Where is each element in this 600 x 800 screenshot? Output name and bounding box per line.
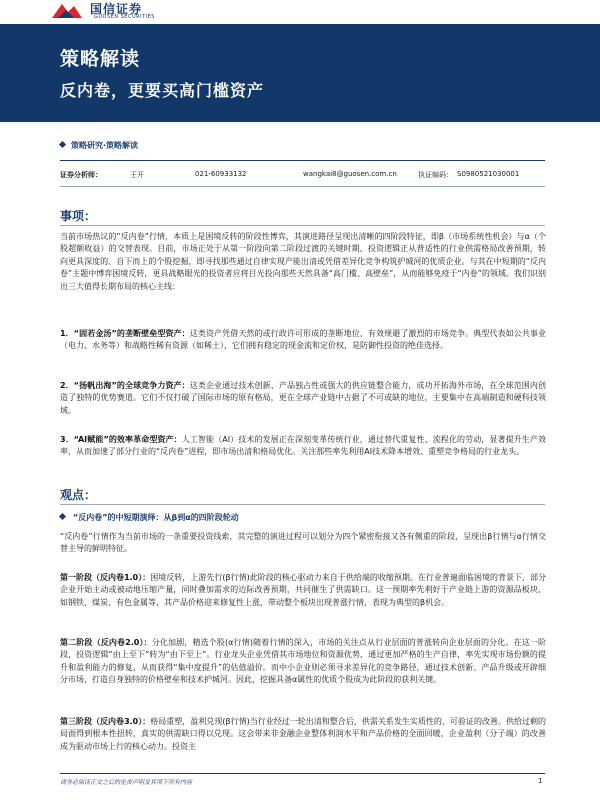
guosen-logo-icon: [52, 2, 82, 18]
views-subheading-text: “反内卷”的中短期演绎：从β到α的四阶段轮动: [73, 513, 239, 522]
theme-item-title: 3．“AI赋能”的效率革命型资产：: [60, 435, 182, 444]
diamond-bullet-icon: [59, 513, 66, 520]
analyst-phone: 021-60933132: [195, 170, 247, 178]
theme-item-text: 这类资产凭借天然的或行政许可形成的垄断地位，有效规避了激烈的市场竞争。典型代表如公共事业（电力、水务等）和战略性稀有资源（如稀土），它们拥有稳定的现金流和定价权，是防御性投资的绝佳选择。: [60, 329, 546, 351]
stage-3: [60, 716, 546, 753]
report-subtitle: 反内卷，更要买高门槛资产: [60, 81, 265, 100]
title-banner: [0, 24, 600, 122]
brand-name-cn: 国信证券: [90, 2, 143, 16]
stage-title: 第一阶段（反内卷1.0）：: [60, 573, 151, 582]
theme-item-3: [60, 434, 546, 459]
report-type-title: 策略解读: [60, 48, 141, 70]
matters-intro: 当前市场热议的“反内卷”行情，本质上是困境反转的阶段性博弈，其演进路径呈现出清晰的四阶段特征，即β（市场系统性机会）与α（个股超额收益）的交替表现。目前，市场正处于从第一阶段向第二阶段过渡的关键时期，投资逻辑正从普适性的行业供需格局改善预期，转向更具深度的、自下而上的个股挖掘，即寻找那些通过自律实现产能出清或凭借差异化竞争构筑护城河的优质企业。与其在中短期的“反内卷”主题中博弈困境反转，更具战略眼光的投资者应将目光投向那些天然具备“高门槛、高壁垒”，从而能够免疫于“内卷”的领域。我们识别出三大值得长期布局的核心主线：: [60, 232, 546, 291]
theme-item-text: 人工智能（AI）技术的发展正在深刻变革传统行业，通过替代重复性、流程化的劳动，显著提升生产效率，从而加速了部分行业的“反内卷”进程，即市场出清和格局优化。关注那些率先利用AI技术降本增效、重塑竞争格局的行业龙头。: [60, 435, 547, 457]
divider: [60, 160, 545, 161]
footer-disclaimer: 请务必阅读正文之后的免责声明及其项下所有内容: [60, 779, 193, 786]
theme-item-1: [60, 328, 546, 353]
report-category: [60, 140, 138, 151]
theme-item-text: 这类企业通过技术创新、产品独占性或强大的供应链整合能力，成功开拓海外市场，在全球范围内创造了独特的优势赛道。它们不仅打破了国际市场的原有格局，更在全球产业链中占据了不可或缺的地位，主要集中在高端制造和硬科技领域。: [60, 381, 546, 415]
brand-name-en: GUOSEN SECURITIES: [94, 14, 155, 20]
analyst-role-label: 证券分析师：: [60, 171, 102, 179]
page-number: 1: [538, 777, 543, 785]
stage-text: 格局重塑，盈利兑现(β行情)当行业经过一轮出清和整合后，供需关系发生实质性的、可验证的改善。供给过剩的局面得到根本性扭转，真实的供需缺口得以兑现。这会带来非金融企业整体利润水平和产品价格的全面回暖，企业盈利（分子端）的改善成为驱动市场上行的核心动力。投资主: [60, 717, 547, 751]
section-views-title: 观点：: [60, 488, 97, 502]
stage-1: [60, 572, 546, 609]
footer-divider: [60, 773, 545, 774]
section-divider: [60, 225, 545, 226]
analyst-name: 王开: [130, 171, 144, 179]
views-intro: “反内卷”行情作为当前市场的一条重要投资线索，其完整的演进过程可以划分为四个紧密衔接又各有侧重的阶段，呈现出β行情与α行情交替主导的鲜明特征。: [60, 532, 546, 554]
stage-text: 困境反转，上游先行(β行情)此阶段的核心驱动力来自于供给端的收缩预期。在行业普遍面临困境的背景下，部分企业开始主动或被动地压缩产量，同时叠加需求的边际改善预期，共同催生了供需缺口。这一预期率先利好于产业链上游的资源品板块，如钢铁、煤炭、有色金属等，其产品价格迎来修复性上涨，带动整个板块出现普涨行情，表现为典型的β机会。: [60, 573, 547, 607]
license-code: S0980521030001: [457, 170, 520, 178]
theme-item-title: 2．“扬帆出海”的全球竞争力资产：: [60, 381, 190, 390]
divider: [60, 186, 545, 187]
theme-item-title: 1．“固若金汤”的垄断壁垒型资产：: [60, 329, 190, 338]
stage-2: [60, 637, 546, 687]
diamond-bullet-icon: [59, 141, 66, 148]
views-subheading: [60, 512, 239, 523]
stage-title: 第三阶段（反内卷3.0）：: [60, 717, 151, 726]
section-matters-title: 事项：: [60, 209, 97, 223]
logo-strip: [0, 0, 600, 24]
category-label: 策略研究·策略解读: [71, 141, 139, 150]
theme-item-2: [60, 380, 546, 417]
analyst-email[interactable]: wangkai8@guosen.com.cn: [303, 170, 397, 178]
stage-title: 第二阶段（反内卷2.0）：: [60, 638, 152, 647]
section-divider: [60, 504, 545, 505]
license-label: 执证编码：: [418, 171, 453, 179]
stage-text: 分化加剧，精选个股(α行情)随着行情的深入，市场的关注点从行业层面的普涨转向企业层面的分化。在这一阶段，投资逻辑“由上至下”转为“由下至上”。行业龙头企业凭借其市场地位和资源优势，通过更加严格的生产自律，率先实现市场份额的提升和盈利能力的修复，从而获得“集中度提升”的估值溢价。而中小企业则必须寻求差异化的竞争路径，通过技术创新、产品升级或开辟细分市场，打造自身独特的价格壁垒和技术护城河。因此，挖掘具备α属性的优质个股成为此阶段的获利关键。: [60, 638, 547, 685]
